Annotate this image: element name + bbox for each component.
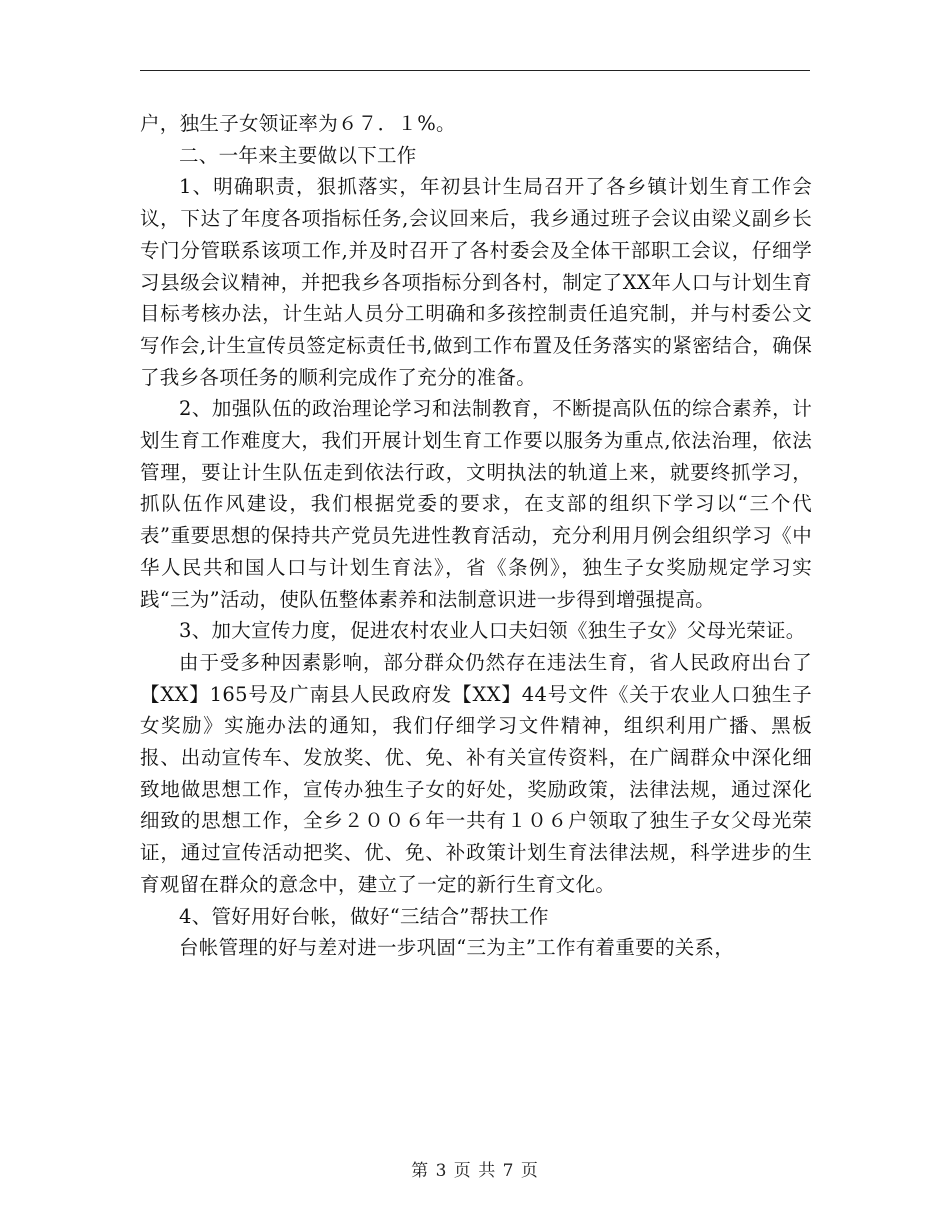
paragraph-item-2: 2、加强队伍的政治理论学习和法制教育，不断提高队伍的综合素养，计划生育工作难度大，我们开展计划生育工作要以服务为重点,依法治理，依法管理，要让计生队伍走到依法行政，文明执法的轨道上来，就要终抓学习，抓队伍作风建设，我们根据党委的要求，在支部的组织下学习以“三个代表”重要思想的保持共产党员先进性教育活动，充分利用月例会组织学习《中华人民共和国人口与计划生育法》，省《条例》，独生子女奖励规定学习实践“三为”活动，使队伍整体素养和法制意识进一步得到增强提高。 [140,397,812,611]
paragraph-item-3-detail: 由于受多种因素影响，部分群众仍然存在违法生育，省人民政府出台了【XX】165号及广南县人民政府发【XX】44号文件《关于农业人口独生子女奖励》实施办法的通知，我们仔细学习文件精神，组织利用广播、黑板报、出动宣传车、发放奖、优、免、补有关宣传资料，在广阔群众中深化细致地做思想工作，宣传办独生子女的好处，奖励政策，法律法规，通过深化细致的思想工作，全乡２００６年一共有１０６户领取了独生子女父母光荣证，通过宣传活动把奖、优、免、补政策计划生育法律法规，科学进步的生育观留在群众的意念中，建立了一定的新行生育文化。 [140,650,812,896]
paragraph-item-3: 3、加大宣传力度，促进农村农业人口夫妇领《独生子女》父母光荣证。 [179,619,806,643]
header-rule [140,70,810,71]
paragraph-item-4-detail: 台帐管理的好与差对进一步巩固“三为主”工作有着重要的关系， [179,936,735,960]
paragraph-1: 户，独生子女领证率为６７．１%。 [140,112,456,135]
page-footer: 第 3 页 共 7 页 [411,1161,539,1181]
paragraph-item-4: 4、管好用好台帐，做好“三结合”帮扶工作 [179,904,549,928]
body-text [140,108,812,964]
section-heading: 二、一年来主要做以下工作 [179,143,417,167]
paragraph-item-1: 1、明确职责，狠抓落实，年初县计生局召开了各乡镇计划生育工作会议，下达了年度各项指标任务,会议回来后，我乡通过班子会议由梁义副乡长专门分管联系该项工作,并及时召开了各村委会及全体干部职工会议，仔细学习县级会议精神，并把我乡各项指标分到各村，制定了XX年人口与计划生育目标考核办法，计生站人员分工明确和多孩控制责任追究制，并与村委公文写作会,计生宣传员签定标责任书,做到工作布置及任务落实的紧密结合，确保了我乡各项任务的顺利完成作了充分的准备。 [140,175,812,389]
